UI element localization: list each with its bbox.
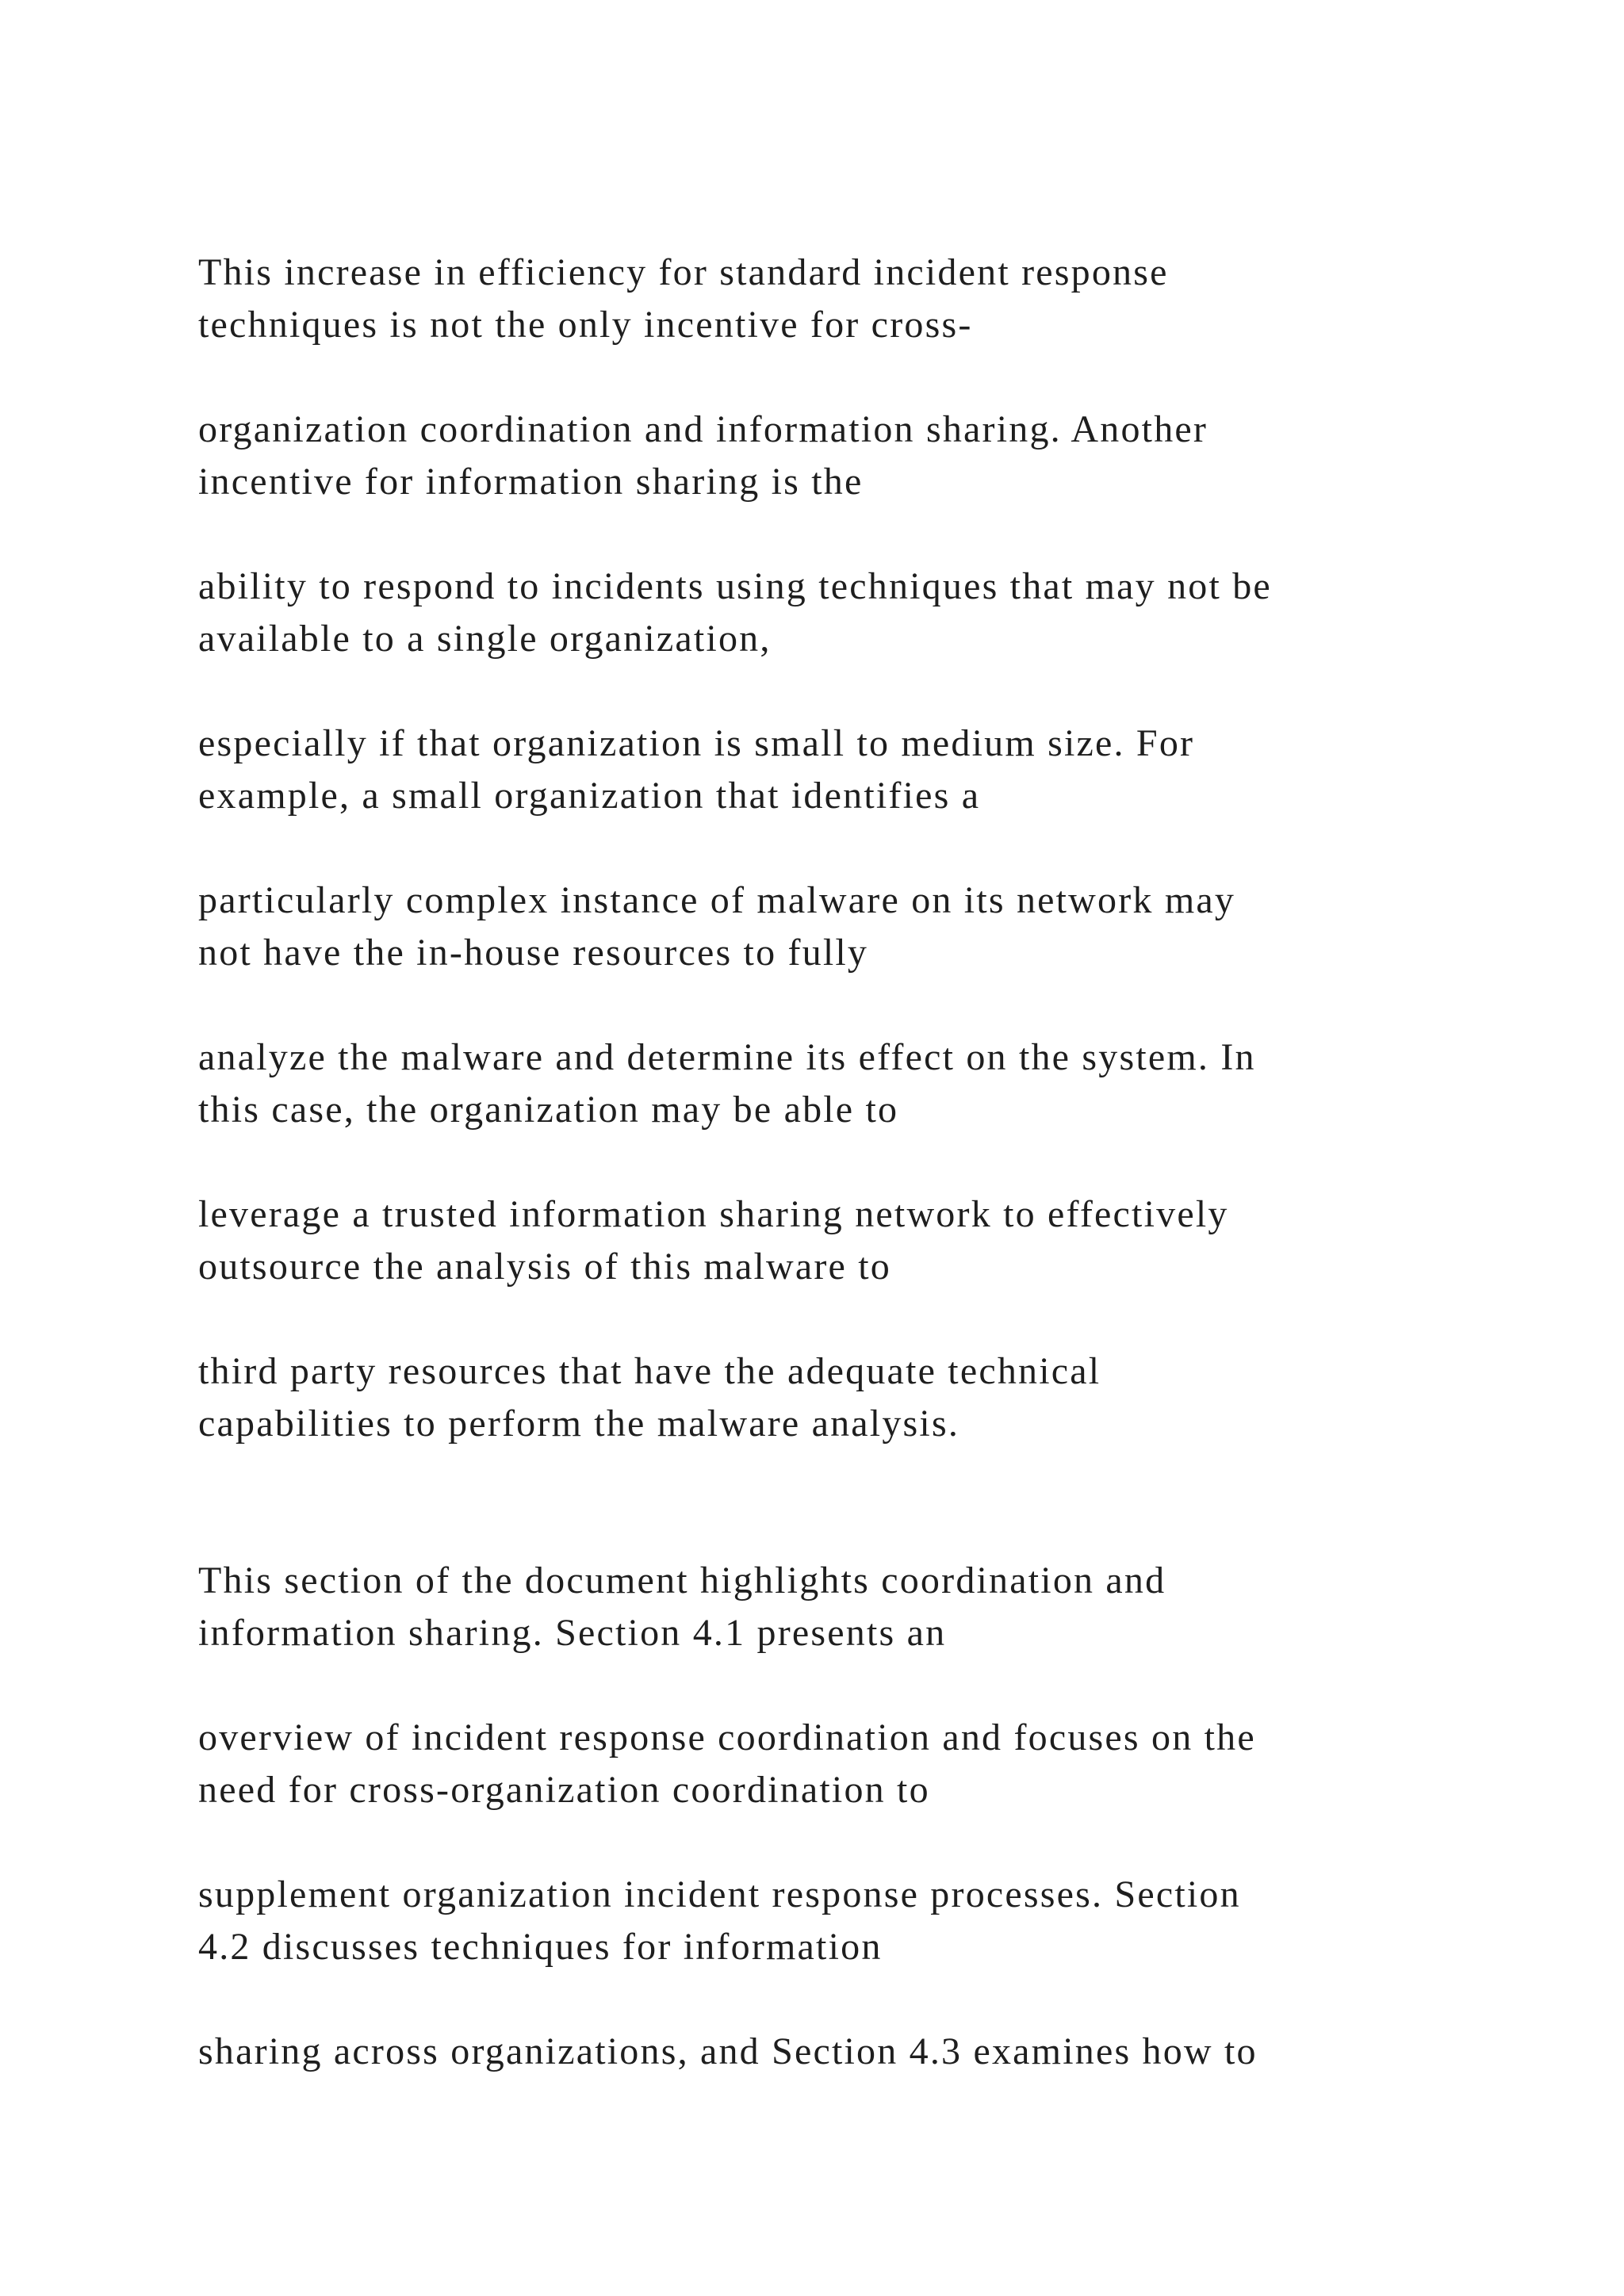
text-line: particularly complex instance of malware on its network may [198, 879, 1236, 921]
text-line: This section of the document highlights coordination and [198, 1559, 1166, 1601]
text-line: incentive for information sharing is the [198, 461, 864, 503]
text-line: outsource the analysis of this malware to [198, 1246, 891, 1288]
text-line: third party resources that have the adequate technical [198, 1350, 1101, 1392]
text-line: not have the in-house resources to fully [198, 932, 869, 974]
text-line: This increase in efficiency for standard incident response [198, 251, 1169, 293]
text-line: analyze the malware and determine its effect on the system. In [198, 1036, 1256, 1078]
text-line: need for cross-organization coordination to [198, 1769, 930, 1811]
text-line: techniques is not the only incentive for cross- [198, 304, 973, 346]
text-line: sharing across organizations, and Section 4.3 examines how to [198, 2030, 1258, 2072]
text-line: leverage a trusted information sharing network to effectively [198, 1193, 1229, 1235]
text-line: available to a single organization, [198, 618, 772, 660]
text-line: ability to respond to incidents using techniques that may not be [198, 565, 1272, 607]
text-line: this case, the organization may be able to [198, 1089, 899, 1131]
text-line: information sharing. Section 4.1 presents an [198, 1612, 947, 1654]
text-line: 4.2 discusses techniques for information [198, 1926, 883, 1968]
text-line: capabilities to perform the malware analysis. [198, 1402, 960, 1445]
text-line: supplement organization incident response processes. Section [198, 1873, 1241, 1915]
text-line: example, a small organization that identifies a [198, 775, 981, 817]
text-line: overview of incident response coordination and focuses on the [198, 1716, 1256, 1758]
text-line: organization coordination and information sharing. Another [198, 408, 1208, 450]
text-line: especially if that organization is small to medium size. For [198, 722, 1195, 764]
